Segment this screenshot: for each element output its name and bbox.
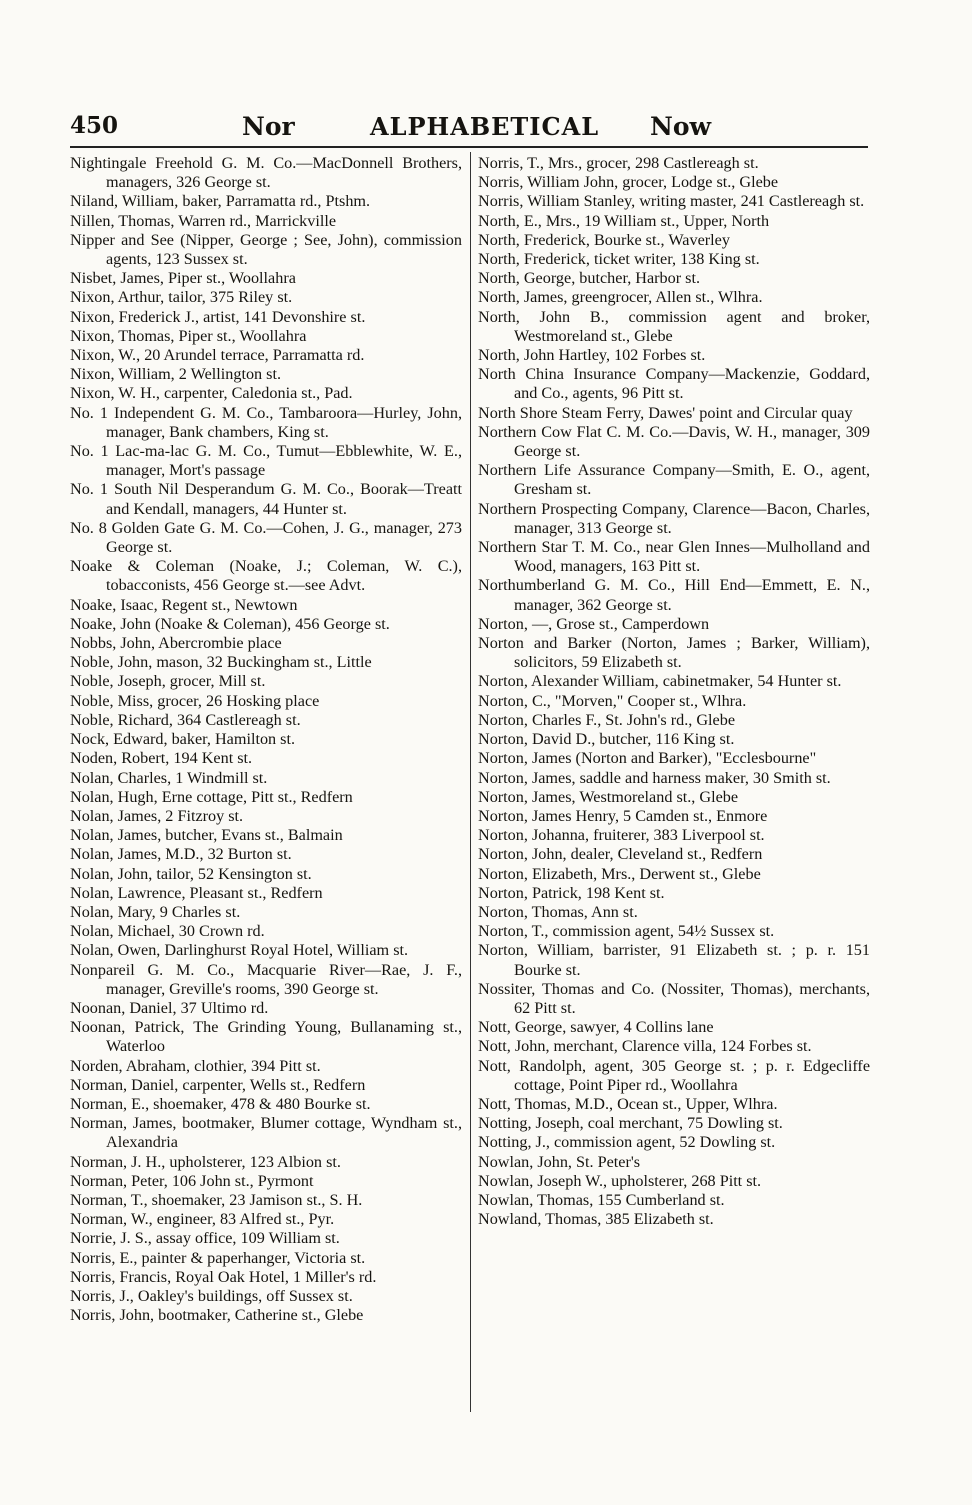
directory-entry: Northern Star T. M. Co., near Glen Innes—Mulholland and Wood, managers, 163 Pitt st.	[478, 538, 870, 576]
directory-entry: Norman, Daniel, carpenter, Wells st., Redfern	[70, 1075, 366, 1094]
directory-entry: No. 1 Independent G. M. Co., Tambaroora—Hurley, John, manager, Bank chambers, King st.	[70, 403, 462, 441]
directory-entry: Norris, J., Oakley's buildings, off Sussex st.	[70, 1286, 353, 1305]
directory-entry: Norris, John, bootmaker, Catherine st., Glebe	[70, 1306, 364, 1325]
directory-entry: North, Frederick, Bourke st., Waverley	[478, 230, 730, 249]
directory-entry: Nixon, Frederick J., artist, 141 Devonshire st.	[70, 307, 366, 326]
directory-entry: Norman, E., shoemaker, 478 & 480 Bourke st.	[70, 1094, 371, 1113]
page-number: 450	[70, 112, 119, 139]
directory-entry: North, John Hartley, 102 Forbes st.	[478, 346, 706, 365]
directory-entry: Norton, James Henry, 5 Camden st., Enmore	[478, 806, 768, 825]
directory-entry: Norton, James, Westmoreland st., Glebe	[478, 787, 739, 806]
directory-entry: Noonan, Patrick, The Grinding Young, Bullanaming st., Waterloo	[70, 1018, 462, 1056]
directory-entry: Nock, Edward, baker, Hamilton st.	[70, 730, 296, 749]
directory-entry: Norton, Thomas, Ann st.	[478, 902, 638, 921]
directory-entry: Nillen, Thomas, Warren rd., Marrickville	[70, 211, 337, 230]
page-title: ALPHABETICAL	[370, 112, 600, 141]
directory-entry: Nipper and See (Nipper, George ; See, John), commission agents, 123 Sussex st.	[70, 230, 462, 269]
header-rule	[70, 146, 868, 148]
running-head-right: Now	[650, 112, 712, 141]
directory-entry: Noake, John (Noake & Coleman), 456 George st.	[70, 614, 390, 633]
directory-entry: North, James, greengrocer, Allen st., Wlhra.	[478, 288, 763, 307]
directory-entry: Nolan, Hugh, Erne cottage, Pitt st., Redfern	[70, 787, 353, 806]
directory-entry: Nixon, Thomas, Piper st., Woollahra	[70, 326, 307, 345]
directory-entry: Noake & Coleman (Noake, J.; Coleman, W. C.), tobacconists, 456 George st.—see Advt.	[70, 557, 462, 595]
directory-entry: Nolan, Mary, 9 Charles st.	[70, 902, 241, 921]
directory-entry: Nobbs, John, Abercrombie place	[70, 634, 282, 653]
directory-entry: North, Frederick, ticket writer, 138 King st.	[478, 250, 760, 269]
directory-entry: Nonpareil G. M. Co., Macquarie River—Rae, J. F., manager, Greville's rooms, 390 George st.	[70, 960, 462, 998]
directory-entry: Norman, J. H., upholsterer, 123 Albion st.	[70, 1152, 341, 1171]
directory-entry: Norris, William John, grocer, Lodge st., Glebe	[478, 173, 779, 192]
directory-entry: Norton, David D., butcher, 116 King st.	[478, 730, 735, 749]
directory-entry: Nolan, James, M.D., 32 Burton st.	[70, 845, 292, 864]
directory-entry: Norton, C., "Morven," Cooper st., Wlhra.	[478, 691, 747, 710]
directory-entry: North China Insurance Company—Mackenzie, Goddard, and Co., agents, 96 Pitt st.	[478, 365, 870, 403]
directory-entry: Notting, J., commission agent, 52 Dowling st.	[478, 1133, 776, 1152]
directory-entry: Norton, Johanna, fruiterer, 383 Liverpool st.	[478, 826, 765, 845]
directory-entry: Nolan, Michael, 30 Crown rd.	[70, 922, 265, 941]
directory-entry: Noble, Richard, 364 Castlereagh st.	[70, 710, 301, 729]
directory-entry: Norton, T., commission agent, 54½ Sussex st.	[478, 922, 775, 941]
directory-entry: Noden, Robert, 194 Kent st.	[70, 749, 253, 768]
directory-entry: Nisbet, James, Piper st., Woollahra	[70, 269, 296, 288]
directory-entry: Nott, Thomas, M.D., Ocean st., Upper, Wlhra.	[478, 1094, 778, 1113]
directory-entry: Norton, James, saddle and harness maker, 30 Smith st.	[478, 768, 831, 787]
directory-entry: Norton, Patrick, 198 Kent st.	[478, 883, 665, 902]
directory-entry: Norden, Abraham, clothier, 394 Pitt st.	[70, 1056, 321, 1075]
directory-entry: Noble, Joseph, grocer, Mill st.	[70, 672, 266, 691]
directory-entry: Northumberland G. M. Co., Hill End—Emmett, E. N., manager, 362 George st.	[478, 576, 870, 614]
directory-entry: Noonan, Daniel, 37 Ultimo rd.	[70, 998, 269, 1017]
directory-entry: Nowland, Thomas, 385 Elizabeth st.	[478, 1210, 714, 1229]
page-header	[70, 112, 870, 146]
directory-entry: Nolan, Owen, Darlinghurst Royal Hotel, William st.	[70, 941, 409, 960]
directory-entry: Nowlan, Thomas, 155 Cumberland st.	[478, 1190, 725, 1209]
directory-entry: Norton, James (Norton and Barker), "Ecclesbourne"	[478, 749, 817, 768]
directory-entry: Nixon, Arthur, tailor, 375 Riley st.	[70, 288, 293, 307]
directory-entry: Norton, Alexander William, cabinetmaker, 54 Hunter st.	[478, 672, 842, 691]
directory-entry: North, John B., commission agent and broker, Westmoreland st., Glebe	[478, 307, 870, 345]
directory-entry: Norton, —, Grose st., Camperdown	[478, 614, 710, 633]
directory-entry: Norton, Charles F., St. John's rd., Glebe	[478, 710, 736, 729]
directory-entry: Nott, George, sawyer, 4 Collins lane	[478, 1018, 714, 1037]
directory-entry: No. 1 South Nil Desperandum G. M. Co., Boorak—Treatt and Kendall, managers, 44 Hunter st.	[70, 480, 462, 518]
directory-entry: Noble, Miss, grocer, 26 Hosking place	[70, 691, 320, 710]
directory-entry: Norris, E., painter & paperhanger, Victoria st.	[70, 1248, 366, 1267]
directory-entry: Nowlan, Joseph W., upholsterer, 268 Pitt st.	[478, 1171, 762, 1190]
directory-entry: Noake, Isaac, Regent st., Newtown	[70, 595, 298, 614]
directory-entry: North, George, butcher, Harbor st.	[478, 269, 701, 288]
left-column	[70, 154, 462, 1325]
directory-entry: Nott, John, merchant, Clarence villa, 124 Forbes st.	[478, 1037, 812, 1056]
directory-entry: Norris, T., Mrs., grocer, 298 Castlereagh st.	[478, 154, 759, 172]
directory-entry: Norton, William, barrister, 91 Elizabeth st. ; p. r. 151 Bourke st.	[478, 941, 870, 979]
directory-entry: Nolan, Lawrence, Pleasant st., Redfern	[70, 883, 323, 902]
directory-entry: Niland, William, baker, Parramatta rd., Ptshm.	[70, 192, 371, 211]
directory-entry: Nolan, James, 2 Fitzroy st.	[70, 806, 244, 825]
directory-entry: Nowlan, John, St. Peter's	[478, 1152, 641, 1171]
directory-entry: Nixon, William, 2 Wellington st.	[70, 365, 282, 384]
directory-entry: Nossiter, Thomas and Co. (Nossiter, Thomas), merchants, 62 Pitt st.	[478, 979, 870, 1017]
directory-entry: Norton and Barker (Norton, James ; Barker, William), solicitors, 59 Elizabeth st.	[478, 634, 870, 672]
directory-entry: No. 8 Golden Gate G. M. Co.—Cohen, J. G., manager, 273 George st.	[70, 518, 462, 557]
directory-entry: North, E., Mrs., 19 William st., Upper, North	[478, 211, 770, 230]
directory-entry: Nixon, W. H., carpenter, Caledonia st., Pad.	[70, 384, 353, 403]
directory-entry: Norman, James, bootmaker, Blumer cottage, Wyndham st., Alexandria	[70, 1114, 462, 1152]
directory-entry: Norris, Francis, Royal Oak Hotel, 1 Miller's rd.	[70, 1267, 377, 1286]
directory-entry: Nightingale Freehold G. M. Co.—MacDonnell Brothers, managers, 326 George st.	[70, 154, 462, 192]
directory-entry: Northern Cow Flat C. M. Co.—Davis, W. H., manager, 309 George st.	[478, 422, 870, 461]
directory-entry: North Shore Steam Ferry, Dawes' point and Circular quay	[478, 403, 853, 422]
directory-entry: Nolan, James, butcher, Evans st., Balmain	[70, 826, 343, 845]
directory-entry: Nixon, W., 20 Arundel terrace, Parramatta rd.	[70, 346, 365, 365]
directory-entry: Norrie, J. S., assay office, 109 William st.	[70, 1229, 340, 1248]
directory-entry: Norton, John, dealer, Cleveland st., Redfern	[478, 845, 763, 864]
directory-entry: Norris, William Stanley, writing master, 241 Castlereagh st.	[478, 192, 865, 211]
directory-entry: Norman, W., engineer, 83 Alfred st., Pyr.	[70, 1210, 335, 1229]
directory-entry: Norman, T., shoemaker, 23 Jamison st., S. H.	[70, 1190, 363, 1209]
right-column	[478, 154, 870, 1229]
running-head-left: Nor	[242, 112, 295, 141]
directory-entry: Nott, Randolph, agent, 305 George st. ; p. r. Edgecliffe cottage, Point Piper rd., Woollahra	[478, 1056, 870, 1094]
directory-entry: Northern Life Assurance Company—Smith, E. O., agent, Gresham st.	[478, 461, 870, 499]
directory-entry: No. 1 Lac-ma-lac G. M. Co., Tumut—Ebblewhite, W. E., manager, Mort's passage	[70, 442, 462, 480]
column-divider	[470, 152, 471, 1412]
directory-entry: Norton, Elizabeth, Mrs., Derwent st., Glebe	[478, 864, 761, 883]
directory-entry: Norman, Peter, 106 John st., Pyrmont	[70, 1171, 314, 1190]
directory-entry: Nolan, John, tailor, 52 Kensington st.	[70, 864, 312, 883]
directory-entry: Noble, John, mason, 32 Buckingham st., Little	[70, 653, 372, 672]
directory-entry: Nolan, Charles, 1 Windmill st.	[70, 768, 268, 787]
directory-entry: Notting, Joseph, coal merchant, 75 Dowling st.	[478, 1114, 783, 1133]
directory-entry: Northern Prospecting Company, Clarence—Bacon, Charles, manager, 313 George st.	[478, 499, 870, 537]
